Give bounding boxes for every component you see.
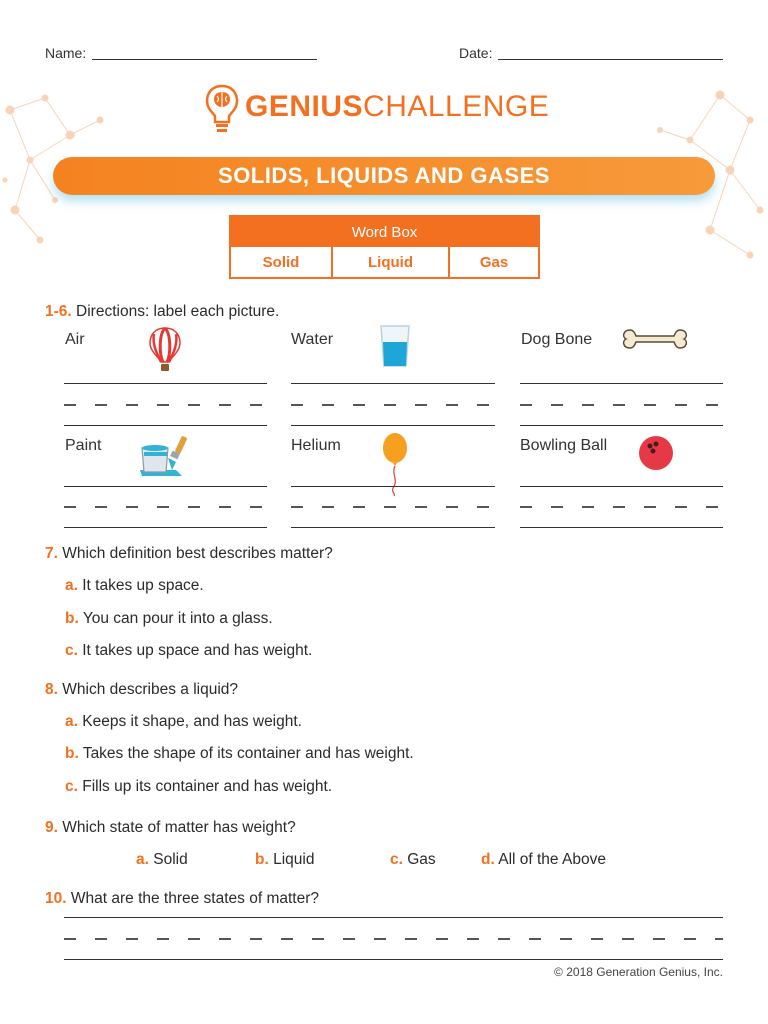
page-title: SOLIDS, LIQUIDS AND GASES (218, 163, 550, 188)
answer-guide-line (64, 938, 723, 940)
answer-option[interactable] (65, 713, 302, 731)
option-text: Gas (407, 851, 436, 868)
question-text: Which describes a liquid? (62, 681, 239, 698)
option-text: You can pour it into a glass. (82, 610, 273, 627)
option-text: Keeps it shape, and has weight. (82, 713, 302, 730)
answer-option[interactable] (65, 745, 414, 763)
logo-wordmark (245, 90, 549, 124)
option-letter: a. (65, 713, 78, 730)
question-text: Which definition best describes matter? (62, 545, 333, 562)
balloon-icon (380, 432, 410, 498)
logo-light-text: CHALLENGE (363, 90, 550, 123)
word-box (229, 215, 540, 279)
item-label: Bowling Ball (520, 437, 608, 454)
question-8 (45, 681, 238, 699)
dog-bone-icon (620, 327, 690, 351)
question-number: 8. (45, 681, 58, 698)
date-label: Date: (459, 45, 493, 61)
directions-text: Directions: label each picture. (76, 303, 280, 320)
question-number: 7. (45, 545, 58, 562)
answer-option[interactable] (390, 851, 436, 869)
question-number: 1-6. (45, 303, 72, 320)
item-label: Water (291, 331, 334, 348)
question-9 (45, 819, 296, 837)
option-letter: b. (65, 745, 79, 762)
option-letter: a. (65, 577, 78, 594)
option-text: All of the Above (498, 851, 606, 868)
option-text: Liquid (273, 851, 315, 868)
option-text: Takes the shape of its container and has weight. (82, 745, 414, 762)
word-box-word: Gas (479, 253, 509, 271)
item-label: Dog Bone (521, 331, 593, 348)
question-text: What are the three states of matter? (70, 890, 319, 907)
logo-bold-text: GENIUS (245, 90, 364, 123)
option-text: Fills up its container and has weight. (82, 778, 333, 795)
question-10 (45, 890, 319, 908)
word-box-word: Liquid (333, 247, 450, 277)
directions-heading (45, 303, 279, 321)
item-label: Paint (65, 437, 102, 454)
option-letter: b. (255, 851, 269, 868)
item-label: Air (65, 331, 85, 348)
option-text: It takes up space and has weight. (82, 642, 313, 659)
name-label: Name: (45, 45, 87, 61)
answer-option[interactable] (255, 851, 314, 869)
option-letter: c. (65, 642, 78, 659)
name-field[interactable] (92, 59, 317, 60)
answer-line[interactable] (64, 959, 723, 960)
option-letter: c. (390, 851, 403, 868)
question-7 (45, 545, 333, 563)
date-field[interactable] (498, 59, 723, 60)
glass-of-water-icon (378, 324, 412, 368)
paint-bucket-icon (138, 434, 194, 478)
option-letter: c. (65, 778, 78, 795)
item-label: Helium (291, 437, 341, 454)
title-banner (53, 157, 715, 195)
answer-option[interactable] (136, 851, 188, 869)
word-box-heading: Word Box (231, 217, 538, 247)
answer-option[interactable] (481, 851, 606, 869)
option-letter: a. (136, 851, 149, 868)
hot-air-balloon-icon (148, 326, 182, 374)
option-text: Solid (153, 851, 188, 868)
answer-option[interactable] (65, 778, 332, 796)
copyright-footer: © 2018 Generation Genius, Inc. (554, 965, 723, 979)
option-letter: b. (65, 610, 79, 627)
answer-option[interactable] (65, 642, 312, 660)
answer-option[interactable] (65, 610, 273, 628)
word-box-word: Solid (231, 247, 333, 277)
answer-line[interactable] (64, 917, 723, 918)
lightbulb-brain-icon (205, 84, 239, 136)
option-letter: d. (481, 851, 495, 868)
question-number: 9. (45, 819, 58, 836)
question-text: Which state of matter has weight? (62, 819, 296, 836)
bowling-ball-icon (638, 435, 674, 471)
question-number: 10. (45, 890, 67, 907)
option-text: It takes up space. (82, 577, 204, 594)
answer-option[interactable] (65, 577, 204, 595)
